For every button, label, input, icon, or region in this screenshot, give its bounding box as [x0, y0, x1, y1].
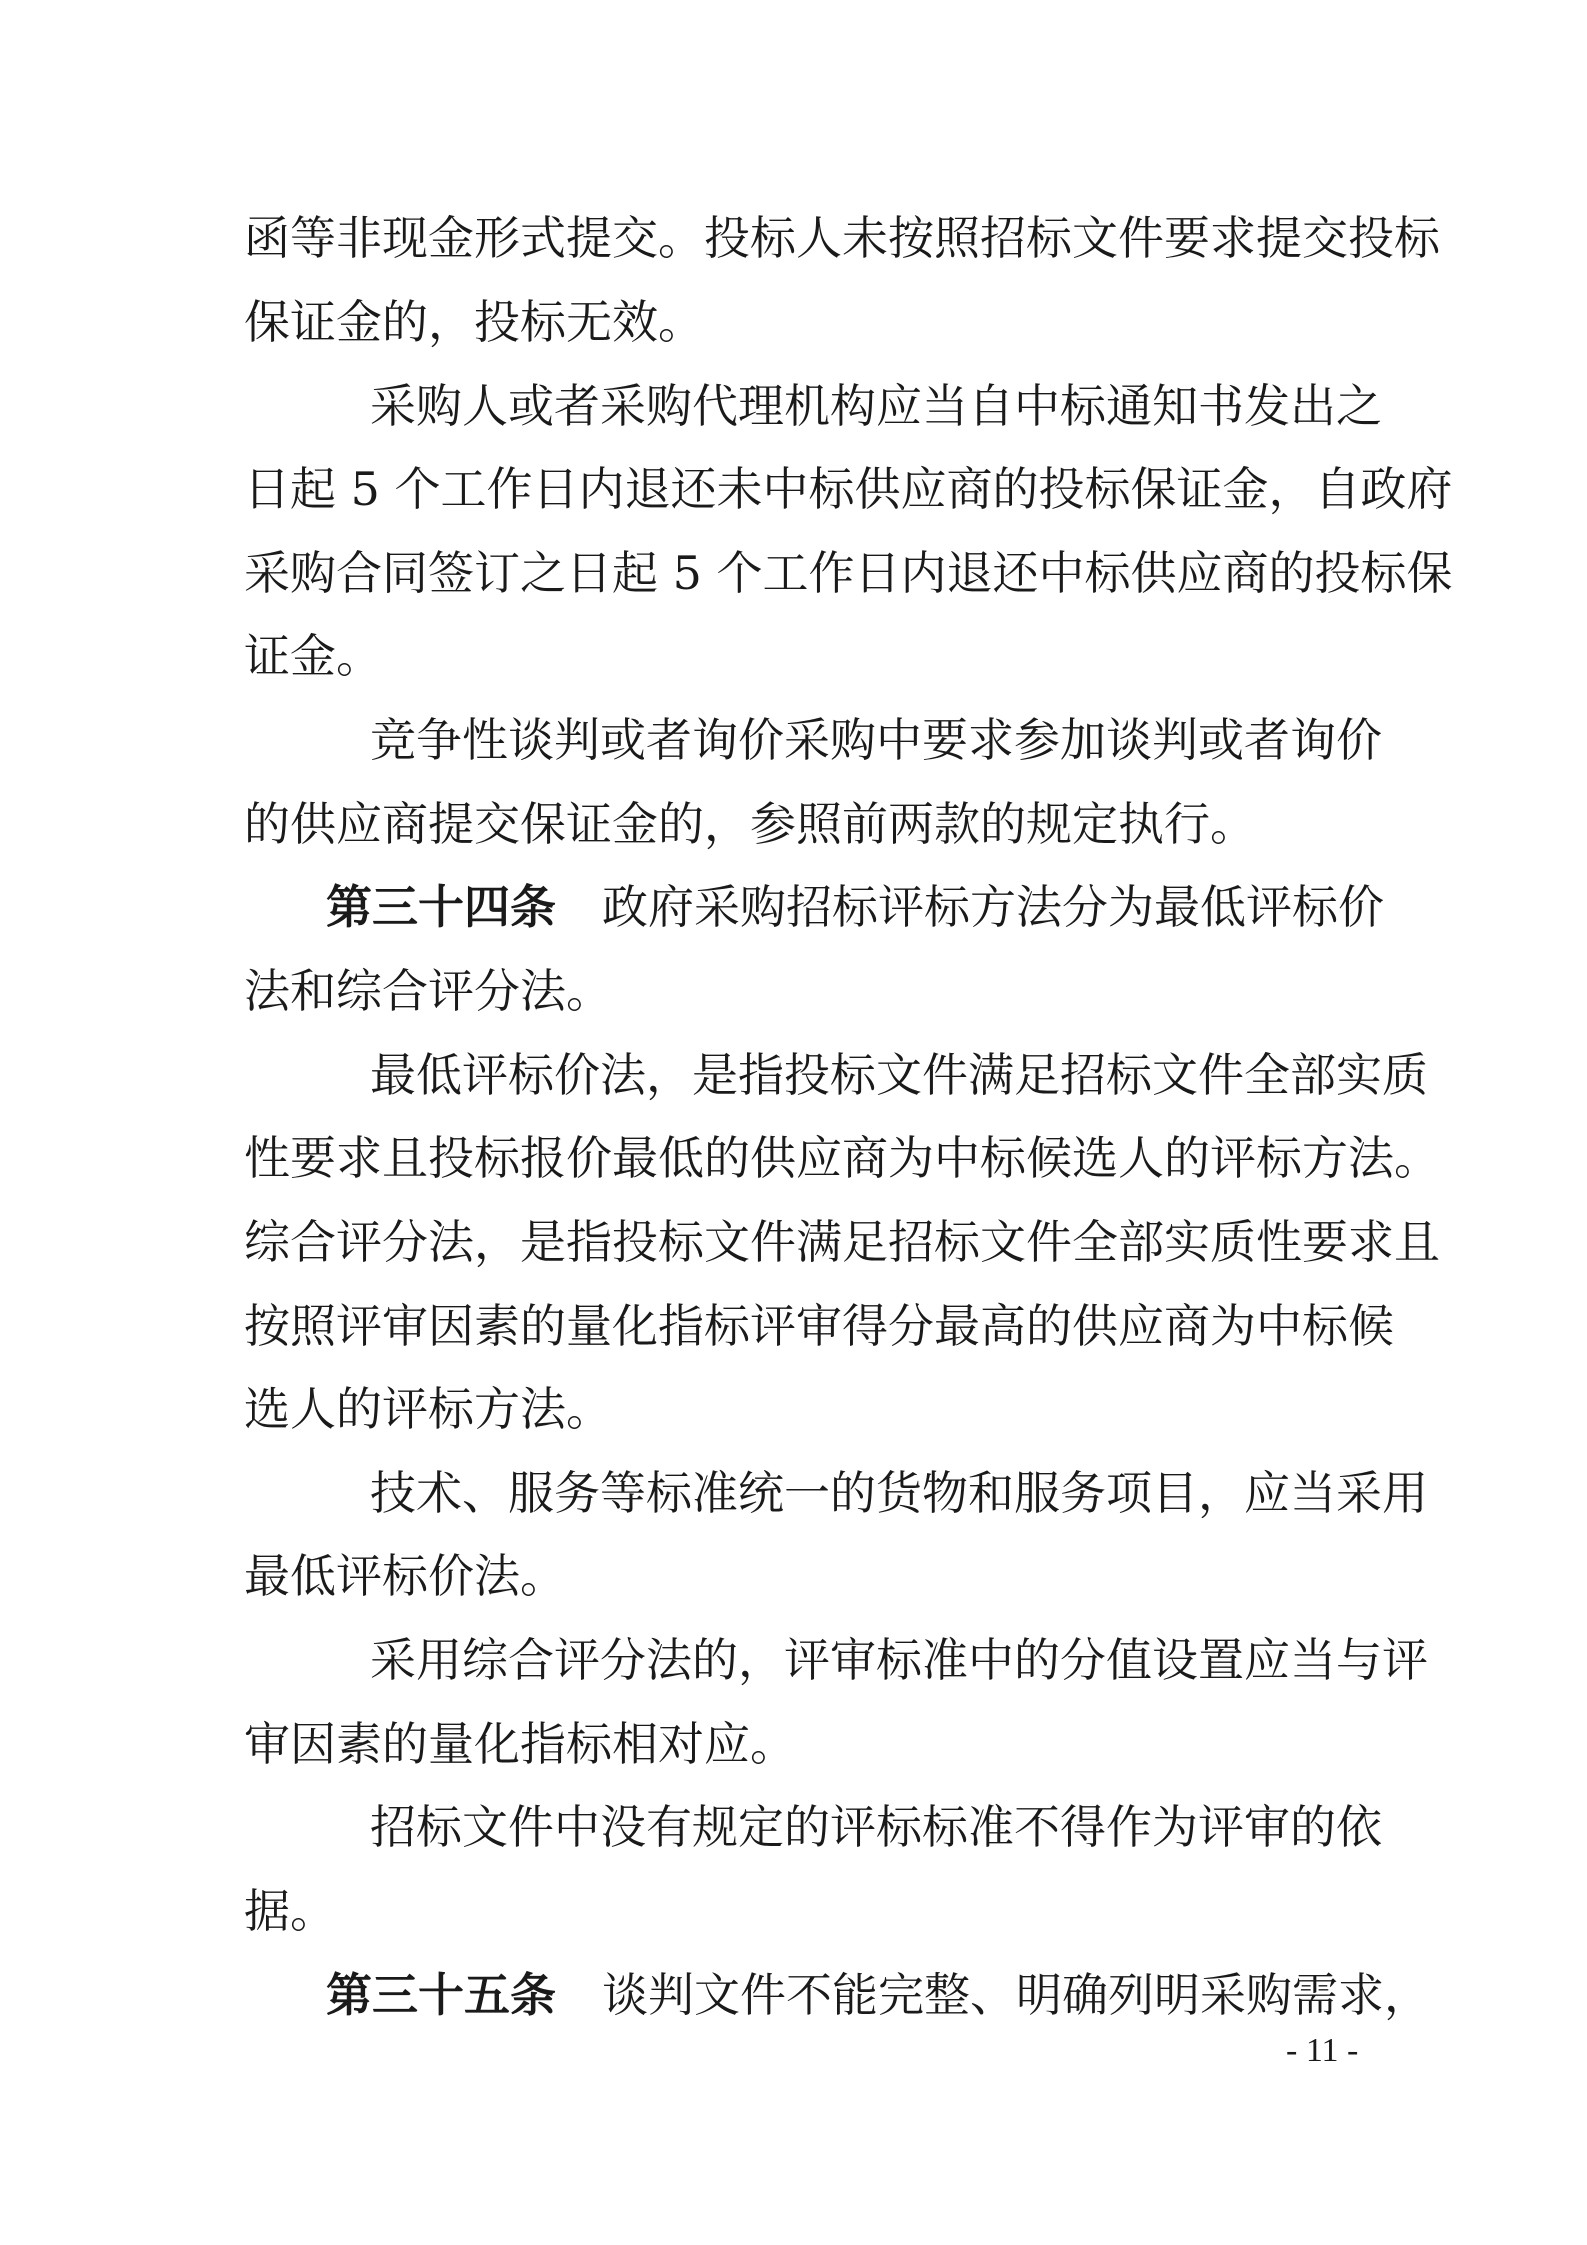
article-line [326, 1965, 1430, 2025]
body-line: 采购合同签订之日起 5 个工作日内退还中标供应商的投标保 [244, 546, 1453, 600]
body-line: 综合评分法，是指投标文件满足招标文件全部实质性要求且 [244, 1215, 1440, 1269]
body-line: 最低评标价法，是指投标文件满足招标文件全部实质 [370, 1048, 1428, 1102]
article-35-heading: 第三十五条 [326, 1968, 556, 2022]
article-34-text: 政府采购招标评标方法分为最低评标价 [602, 880, 1384, 934]
body-line: 法和综合评分法。 [244, 964, 612, 1018]
body-line: 审因素的量化指标相对应。 [244, 1717, 796, 1771]
body-line: 最低评标价法。 [244, 1549, 566, 1603]
article-line [326, 877, 1384, 937]
body-line: 竞争性谈判或者询价采购中要求参加谈判或者询价 [370, 713, 1382, 767]
body-line: 采用综合评分法的，评审标准中的分值设置应当与评 [370, 1633, 1428, 1687]
body-line: 的供应商提交保证金的，参照前两款的规定执行。 [244, 797, 1256, 851]
page-number: - 11 - [1286, 2032, 1359, 2069]
body-line: 采购人或者采购代理机构应当自中标通知书发出之 [370, 379, 1382, 433]
body-line: 招标文件中没有规定的评标标准不得作为评审的依 [370, 1800, 1382, 1854]
body-line: 保证金的，投标无效。 [244, 295, 704, 349]
body-line: 证金。 [244, 629, 382, 683]
body-line: 技术、服务等标准统一的货物和服务项目，应当采用 [370, 1466, 1428, 1520]
body-line: 日起 5 个工作日内退还未中标供应商的投标保证金，自政府 [244, 462, 1453, 516]
body-line: 性要求且投标报价最低的供应商为中标候选人的评标方法。 [244, 1131, 1440, 1185]
article-35-text: 谈判文件不能完整、明确列明采购需求， [602, 1968, 1430, 2022]
body-line: 据。 [244, 1884, 336, 1938]
body-line: 选人的评标方法。 [244, 1382, 612, 1436]
body-line: 按照评审因素的量化指标评审得分最高的供应商为中标候 [244, 1299, 1394, 1353]
article-34-heading: 第三十四条 [326, 880, 556, 934]
body-line: 函等非现金形式提交。投标人未按照招标文件要求提交投标 [244, 211, 1440, 265]
